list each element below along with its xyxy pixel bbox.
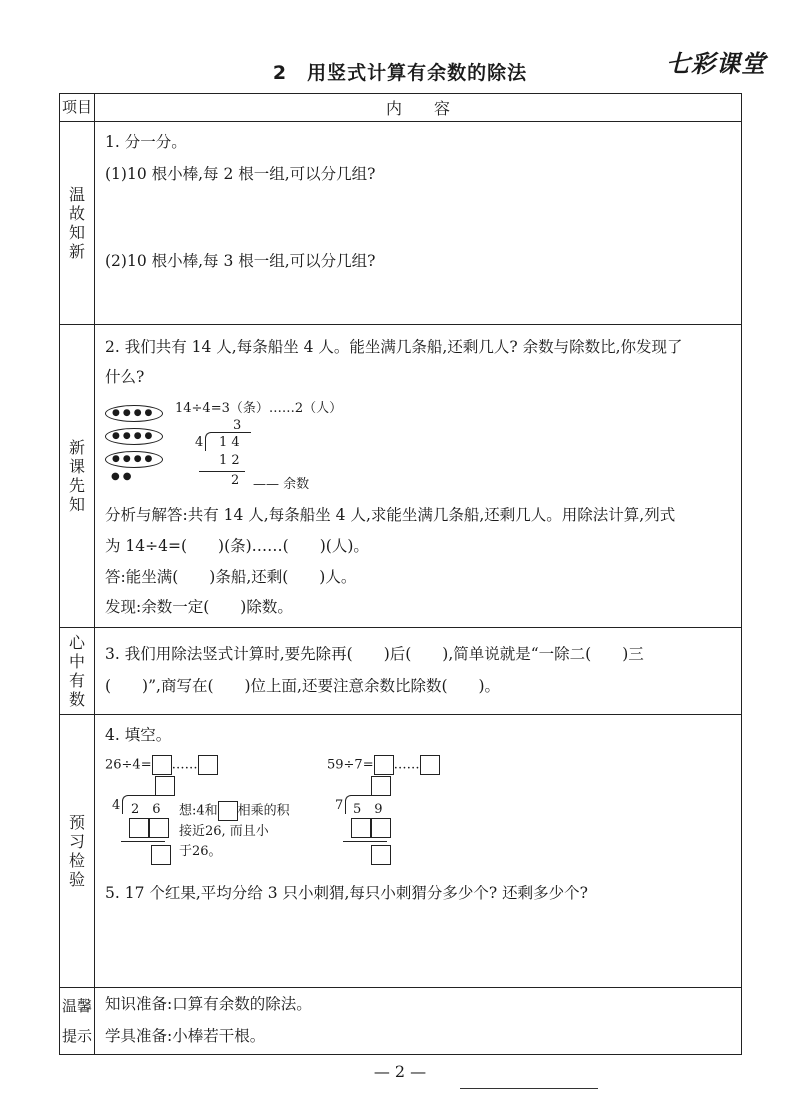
p2-expression-row bbox=[327, 755, 440, 775]
section-label-tips bbox=[60, 988, 95, 1055]
footer-line bbox=[460, 1088, 598, 1089]
p2-dividend: 5 9 bbox=[353, 802, 383, 817]
div-remainder: 2 bbox=[231, 473, 240, 488]
section-tips bbox=[60, 988, 742, 1055]
boat-ellipse-1: ●●●● bbox=[105, 405, 163, 422]
section-label-preview: 预习检验 bbox=[60, 715, 95, 988]
p1-quotient-box[interactable] bbox=[152, 755, 172, 775]
section-label-mind: 心中有数 bbox=[60, 628, 95, 715]
p2-remainder-wrap bbox=[371, 845, 391, 865]
brand-logo bbox=[666, 44, 766, 79]
analysis-line2: 为 14÷4=( )(条)……( )(人)。 bbox=[105, 537, 369, 555]
col-header-item: 项目 bbox=[60, 94, 95, 122]
finding-line: 发现:余数一定( )除数。 bbox=[105, 598, 293, 616]
boat-ellipse-3: ●●●● bbox=[105, 451, 163, 468]
section-preview bbox=[60, 715, 742, 988]
div-divisor: 4 bbox=[195, 435, 204, 450]
answer-line: 答:能坐满( )条船,还剩( )人。 bbox=[105, 568, 357, 586]
div-dividend: 1 4 bbox=[219, 435, 240, 450]
q2-line2: 什么? bbox=[105, 368, 145, 386]
p1-hint-box[interactable] bbox=[218, 801, 238, 821]
p1-product-boxes bbox=[129, 818, 169, 838]
p1-dividend: 2 6 bbox=[131, 802, 161, 817]
q2-equation: 14÷4=3（条）……2（人） bbox=[175, 401, 343, 416]
section-review bbox=[60, 122, 742, 325]
section-content-tips bbox=[95, 988, 742, 1055]
remaining-people-dots: ●● bbox=[111, 471, 135, 482]
p1-top-box-wrap bbox=[155, 776, 175, 796]
p1-vertical-quotient-box[interactable] bbox=[155, 776, 175, 796]
p2-dots: …… bbox=[393, 757, 420, 773]
p1-remainder-box[interactable] bbox=[198, 755, 218, 775]
p1-divisor: 4 bbox=[112, 798, 121, 813]
p2-product-boxes bbox=[351, 818, 391, 838]
p1-underline bbox=[121, 841, 165, 842]
p1-product-box-1[interactable] bbox=[129, 818, 149, 838]
p2-divisor: 7 bbox=[335, 798, 344, 813]
p1-remainder-wrap bbox=[151, 845, 171, 865]
tips-knowledge: 知识准备:口算有余数的除法。 bbox=[105, 995, 312, 1013]
q4-title: 4. 填空。 bbox=[105, 726, 172, 744]
page-number: — 2 — bbox=[373, 1062, 427, 1081]
remainder-label: —— 余数 bbox=[253, 477, 310, 492]
section-label-review: 温故知新 bbox=[60, 122, 95, 325]
p1-hint2: 相乘的积 bbox=[237, 803, 290, 819]
p2-top-box-wrap bbox=[371, 776, 391, 796]
p1-hint3: 接近26, 而且小 bbox=[179, 823, 269, 839]
q1-title: 1. 分一分。 bbox=[105, 133, 187, 151]
p1-hint1: 想:4和 bbox=[179, 803, 218, 819]
q3-line2: ( )”,商写在( )位上面,还要注意余数比除数( )。 bbox=[105, 677, 501, 695]
p1-product-box-2[interactable] bbox=[149, 818, 169, 838]
col-header-content-label: 内 容 bbox=[385, 99, 450, 118]
div-quotient: 3 bbox=[233, 418, 242, 433]
section-content-mind bbox=[95, 628, 742, 715]
p2-product-box-1[interactable] bbox=[351, 818, 371, 838]
p2-remainder-box[interactable] bbox=[420, 755, 440, 775]
col-header-content bbox=[95, 94, 742, 122]
lesson-table bbox=[59, 93, 742, 1055]
p1-hint bbox=[179, 801, 290, 862]
brand-text: 七彩课堂 bbox=[666, 50, 766, 78]
p1-expression-row bbox=[105, 755, 218, 775]
tips-tools: 学具准备:小棒若干根。 bbox=[105, 1027, 266, 1045]
section-content-new bbox=[95, 325, 742, 628]
p2-vertical-remainder-box[interactable] bbox=[371, 845, 391, 865]
page-title: 2 用竖式计算有余数的除法 bbox=[272, 62, 528, 84]
p1-hint4: 于26。 bbox=[179, 843, 222, 859]
analysis-line1: 分析与解答:共有 14 人,每条船坐 4 人,求能坐满几条船,还剩几人。用除法计算,列式 bbox=[105, 506, 676, 524]
tips-label-2: 提示 bbox=[61, 1027, 92, 1045]
q3-line1: 3. 我们用除法竖式计算时,要先除再( )后( ),简单说就是“一除二( )三 bbox=[105, 645, 644, 663]
section-content-preview bbox=[95, 715, 742, 988]
header-row bbox=[60, 94, 742, 122]
p1-vertical-remainder-box[interactable] bbox=[151, 845, 171, 865]
div-product: 1 2 bbox=[219, 453, 240, 468]
p2-expr: 59÷7= bbox=[327, 757, 374, 773]
boat-ellipse-2: ●●●● bbox=[105, 428, 163, 445]
p1-dots: …… bbox=[171, 757, 198, 773]
section-label-new: 新课先知 bbox=[60, 325, 95, 628]
p2-vertical-quotient-box[interactable] bbox=[371, 776, 391, 796]
p2-product-box-2[interactable] bbox=[371, 818, 391, 838]
p2-quotient-box[interactable] bbox=[374, 755, 394, 775]
section-mind bbox=[60, 628, 742, 715]
section-new bbox=[60, 325, 742, 628]
q1-b: (2)10 根小棒,每 3 根一组,可以分几组? bbox=[105, 252, 376, 270]
q1-a: (1)10 根小棒,每 2 根一组,可以分几组? bbox=[105, 165, 376, 183]
section-content-review bbox=[95, 122, 742, 325]
tips-label-1: 温馨 bbox=[61, 997, 92, 1015]
q5-line: 5. 17 个红果,平均分给 3 只小刺猬,每只小刺猬分多少个? 还剩多少个? bbox=[105, 884, 588, 902]
p2-underline bbox=[343, 841, 387, 842]
div-underline bbox=[199, 471, 245, 472]
q2-line1: 2. 我们共有 14 人,每条船坐 4 人。能坐满几条船,还剩几人? 余数与除数比,你发现了 bbox=[105, 338, 683, 356]
p1-expr: 26÷4= bbox=[105, 757, 152, 773]
